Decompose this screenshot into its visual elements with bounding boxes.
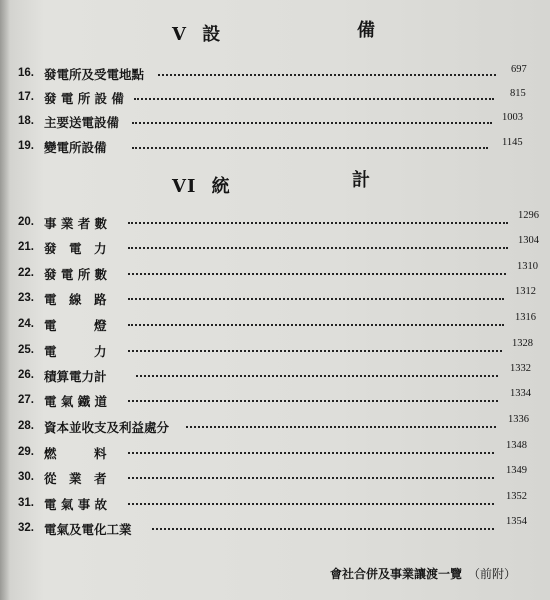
toc-entry[interactable] xyxy=(18,363,548,386)
footer-text: 會社合併及事業讓渡一覽 xyxy=(330,567,463,581)
dot-leader xyxy=(128,246,508,249)
toc-entry[interactable] xyxy=(18,64,548,84)
toc-entry[interactable] xyxy=(18,137,548,157)
entry-page: 1334 xyxy=(510,388,531,399)
entry-title: 主要送電設備 xyxy=(44,115,120,130)
entry-number: 32. xyxy=(18,522,34,534)
binding-shadow xyxy=(0,0,10,600)
section-numeral: VI xyxy=(172,176,197,197)
dot-leader xyxy=(132,146,488,149)
entry-page: 1145 xyxy=(502,137,523,148)
entry-number: 21. xyxy=(18,241,34,253)
entry-number: 23. xyxy=(18,292,34,304)
entry-title: 變電所設備 xyxy=(44,140,107,155)
dot-leader xyxy=(158,73,496,76)
dot-leader xyxy=(128,476,494,479)
entry-title: 電 氣 事 故 xyxy=(44,497,108,512)
entry-title: 發 電 所 設 備 xyxy=(44,91,124,106)
entry-page: 1354 xyxy=(506,516,527,527)
dot-leader xyxy=(128,297,504,300)
entry-page: 1310 xyxy=(517,261,538,272)
entry-page: 1332 xyxy=(510,363,531,374)
entry-title: 電氣及電化工業 xyxy=(44,522,132,537)
footer-note xyxy=(330,565,516,582)
entry-number: 31. xyxy=(18,497,34,509)
dot-leader xyxy=(134,97,494,100)
entry-number: 17. xyxy=(18,91,34,103)
entry-number: 26. xyxy=(18,369,34,381)
entry-title: 發電所及受電地點 xyxy=(44,67,145,82)
entry-title: 資本並收支及利益處分 xyxy=(44,420,170,435)
entry-page: 1003 xyxy=(502,112,523,123)
dot-leader xyxy=(128,451,494,454)
toc-entry[interactable] xyxy=(18,440,548,463)
entry-number: 30. xyxy=(18,471,34,483)
entry-title: 發 電 所 數 xyxy=(44,267,108,282)
dot-leader xyxy=(132,121,492,124)
section-title-right: 備 xyxy=(357,20,376,41)
entry-page: 1296 xyxy=(518,210,539,221)
toc-entry[interactable] xyxy=(18,286,548,309)
toc-entry[interactable] xyxy=(18,516,548,539)
dot-leader xyxy=(128,349,502,352)
toc-entry[interactable] xyxy=(18,235,548,258)
entry-number: 28. xyxy=(18,420,34,432)
entry-number: 22. xyxy=(18,267,34,279)
toc-entry[interactable] xyxy=(18,210,548,233)
entry-title: 電 氣 鐵 道 xyxy=(44,394,108,409)
dot-leader xyxy=(128,323,504,326)
entry-title: 電 線 路 xyxy=(44,292,107,307)
entry-page: 697 xyxy=(511,64,527,75)
dot-leader xyxy=(186,425,496,428)
toc-entry[interactable] xyxy=(18,312,548,335)
dot-leader xyxy=(152,527,494,530)
entry-number: 19. xyxy=(18,140,34,152)
toc-entry[interactable] xyxy=(18,465,548,488)
entry-page: 1328 xyxy=(512,338,533,349)
toc-entry[interactable] xyxy=(18,388,548,411)
entry-page: 1348 xyxy=(506,440,527,451)
footer-paren: （前附） xyxy=(468,567,517,581)
entry-number: 18. xyxy=(18,115,34,127)
section-title-right: 計 xyxy=(352,170,371,191)
entry-page: 1316 xyxy=(515,312,536,323)
entry-page: 1336 xyxy=(508,414,529,425)
entry-number: 20. xyxy=(18,216,34,228)
toc-entry[interactable] xyxy=(18,338,548,361)
dot-leader xyxy=(128,399,498,402)
entry-number: 27. xyxy=(18,394,34,406)
section-heading-v xyxy=(172,20,376,46)
entry-number: 29. xyxy=(18,446,34,458)
dot-leader xyxy=(128,272,506,275)
entry-title: 電 燈 xyxy=(44,318,107,333)
toc-entry[interactable] xyxy=(18,112,548,132)
section-heading-vi xyxy=(172,170,371,198)
entry-title: 電 力 xyxy=(44,344,107,359)
entry-title: 發 電 力 xyxy=(44,241,107,256)
toc-entry[interactable] xyxy=(18,261,548,284)
section-title-left: 設 xyxy=(202,24,222,45)
dot-leader xyxy=(128,502,494,505)
entry-page: 1352 xyxy=(506,491,527,502)
section-title-left: 統 xyxy=(211,176,231,197)
entry-page: 815 xyxy=(510,88,526,99)
entry-title: 從 業 者 xyxy=(44,471,107,486)
entry-title: 事 業 者 數 xyxy=(44,216,108,231)
entry-title: 燃 料 xyxy=(44,446,107,461)
dot-leader xyxy=(136,374,498,377)
toc-entry[interactable] xyxy=(18,88,548,108)
entry-page: 1349 xyxy=(506,465,527,476)
toc-entry[interactable] xyxy=(18,414,548,437)
entry-page: 1312 xyxy=(515,286,536,297)
dot-leader xyxy=(128,221,508,224)
entry-number: 24. xyxy=(18,318,34,330)
section-numeral: V xyxy=(172,24,187,45)
entry-number: 25. xyxy=(18,344,34,356)
entry-page: 1304 xyxy=(518,235,539,246)
toc-entry[interactable] xyxy=(18,491,548,514)
entry-number: 16. xyxy=(18,67,34,79)
entry-title: 積算電力計 xyxy=(44,369,107,384)
